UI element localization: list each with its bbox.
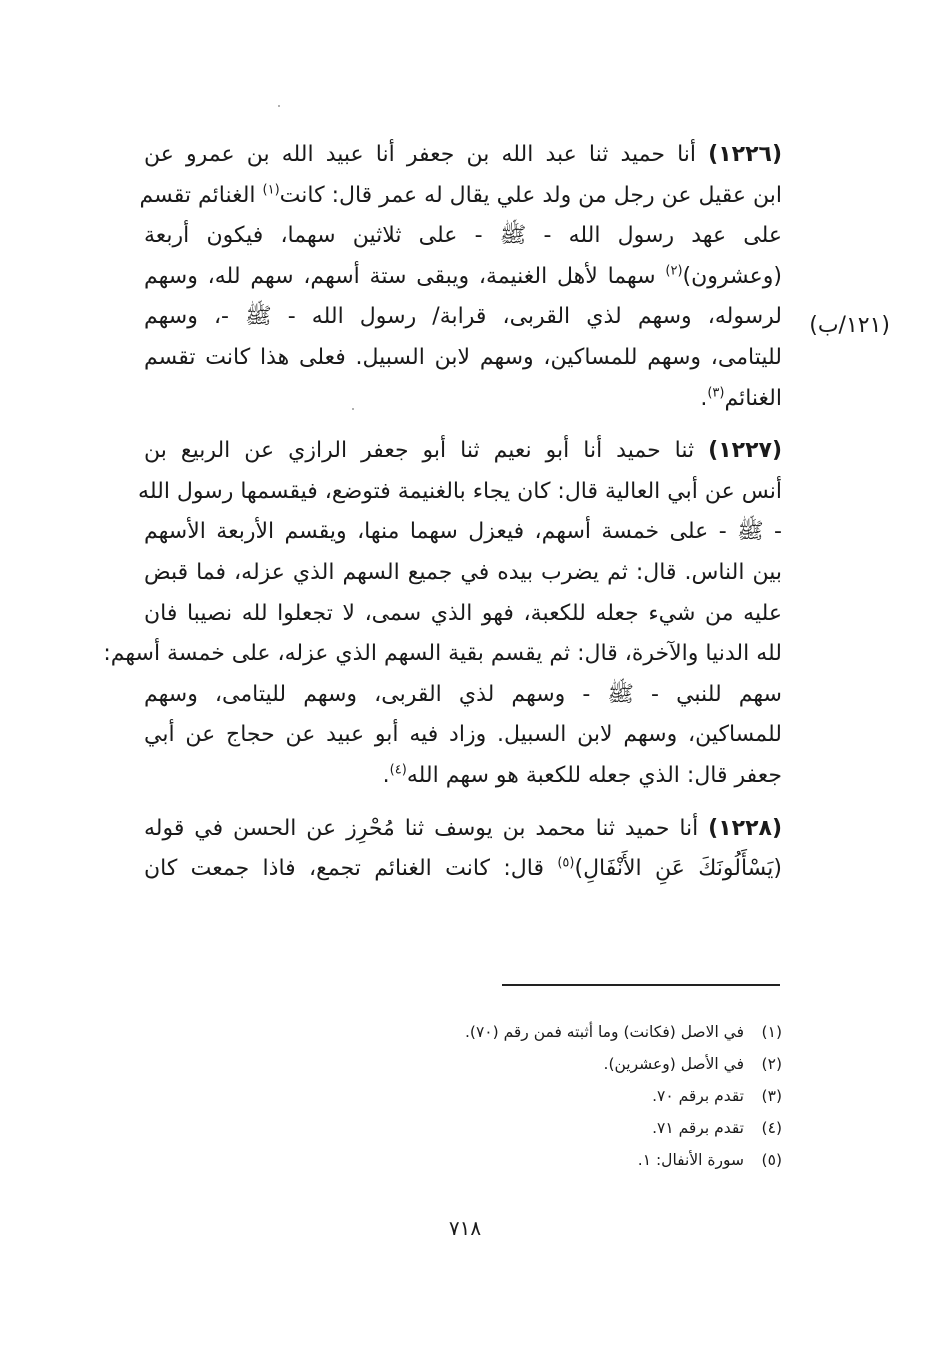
text-line: بين الناس. قال: ثم يضرب بيده في جميع السهم الذي عزله، فما قبض — [144, 559, 782, 585]
footnote-text: في الأصل (وعشرين). — [603, 1055, 744, 1073]
footnotes — [282, 1016, 782, 1176]
scan-speck — [352, 408, 354, 410]
text-line: للمساكين، وسهم لابن السبيل. وزاد فيه أبو عبيد عن حجاج عن أبي — [144, 722, 782, 748]
hadith-number: (١٢٢٧) — [708, 438, 782, 464]
hadith-1226 — [139, 135, 782, 419]
text-line: لرسوله، وسهم لذي القربى، قرابة/ رسول الله - ﷺ -، وسهم — [144, 304, 782, 330]
hadith-1227 — [103, 431, 782, 796]
text-line: سهم للنبي - ﷺ - وسهم لذي القربى، وسهم لليتامى، وسهم — [144, 681, 782, 707]
text-line: جعفر قال: الذي جعله للكعبة هو سهم الله$^{(٤)}$. — [382, 762, 782, 788]
footnote-number: (٥) — [761, 1151, 782, 1169]
footnote-item — [282, 1144, 782, 1176]
text-line: عليه من شيء جعله للكعبة، فهو الذي سمى، لا تجعلوا لله نصيبا فان — [144, 600, 782, 626]
text-line: الغنائم$^{(٣)}$. — [700, 385, 782, 411]
manuscript-folio-note: (١٢١/ب) — [809, 313, 890, 338]
text-line: (١٢٢٧) ثنا حميد أنا أبو نعيم ثنا أبو جعفر الرازي عن الربيع بن — [144, 438, 782, 464]
footnote-marker: (١) — [262, 182, 280, 198]
text-line: (يَسْأَلُونَكَ عَنِ الأَنْفَالِ)$^{(٥)}$ قال: كانت الغنائم تجمع، فاذا جمعت كان — [144, 855, 783, 882]
text-line: على عهد رسول الله - ﷺ - على ثلاثين سهما، فيكون أربعة — [144, 223, 782, 249]
text-line: - ﷺ - على خمسة أسهم، فيعزل سهما منها، ويقسم الأربعة الأسهم — [144, 519, 782, 545]
text-line: أنس عن أبي العالية قال: كان يجاء بالغنيمة فتوضع، فيقسمها رسول الله — [138, 478, 782, 504]
footnote-text: تقدم برقم ٧١. — [652, 1119, 744, 1137]
hadith-number: (١٢٢٨) — [708, 815, 782, 841]
footnote-text: سورة الأنفال: ١. — [637, 1151, 744, 1169]
hadith-number: (١٢٢٦) — [708, 142, 782, 167]
footnote-number: (١) — [761, 1023, 782, 1041]
scan-speck — [278, 105, 280, 107]
footnote-marker: (٢) — [665, 263, 683, 279]
footnote-divider — [502, 984, 780, 986]
text-line: لليتامى، وسهم للمساكين، وسهم لابن السبيل. فعلى هذا كانت تقسم — [144, 344, 782, 370]
text-line: (١٢٢٨) أنا حميد ثنا محمد بن يوسف ثنا مُحْرِز عن الحسن في قوله — [144, 815, 782, 841]
footnote-text: في الاصل (فكانت) وما أثبته فمن رقم (٧٠). — [464, 1023, 744, 1041]
footnote-item — [282, 1048, 782, 1080]
footnote-number: (٤) — [761, 1119, 782, 1137]
footnote-marker: (٤) — [389, 762, 407, 778]
text-line: (١٢٢٦) أنا حميد ثنا عبد الله بن جعفر أنا عبيد الله بن عمرو عن — [144, 142, 782, 167]
footnote-item — [282, 1016, 782, 1048]
text-line: (وعشرون)$^{(٢)}$ سهما لأهل الغنيمة، ويبقى ستة أسهم، سهم لله، وسهم — [144, 263, 782, 289]
quran-quote: (يَسْأَلُونَكَ عَنِ الأَنْفَالِ) — [574, 856, 783, 882]
footnote-marker: (٥) — [557, 855, 575, 871]
main-text — [103, 135, 783, 902]
footnote-number: (٣) — [761, 1087, 782, 1105]
footnote-number: (٢) — [761, 1055, 782, 1073]
footnote-text: تقدم برقم ٧٠. — [652, 1087, 744, 1105]
footnote-marker: (٣) — [707, 385, 725, 401]
page-number: ٧١٨ — [448, 1216, 482, 1240]
text-line: ابن عقيل عن رجل من ولد علي يقال له عمر قال: كانت$^{(١)}$ الغنائم تقسم — [139, 182, 782, 208]
footnote-item — [282, 1080, 782, 1112]
text-line: لله الدنيا والآخرة، قال: ثم يقسم بقية السهم الذي عزله، على خمسة أسهم: — [103, 641, 782, 667]
footnote-item — [282, 1112, 782, 1144]
hadith-1228 — [144, 809, 782, 890]
